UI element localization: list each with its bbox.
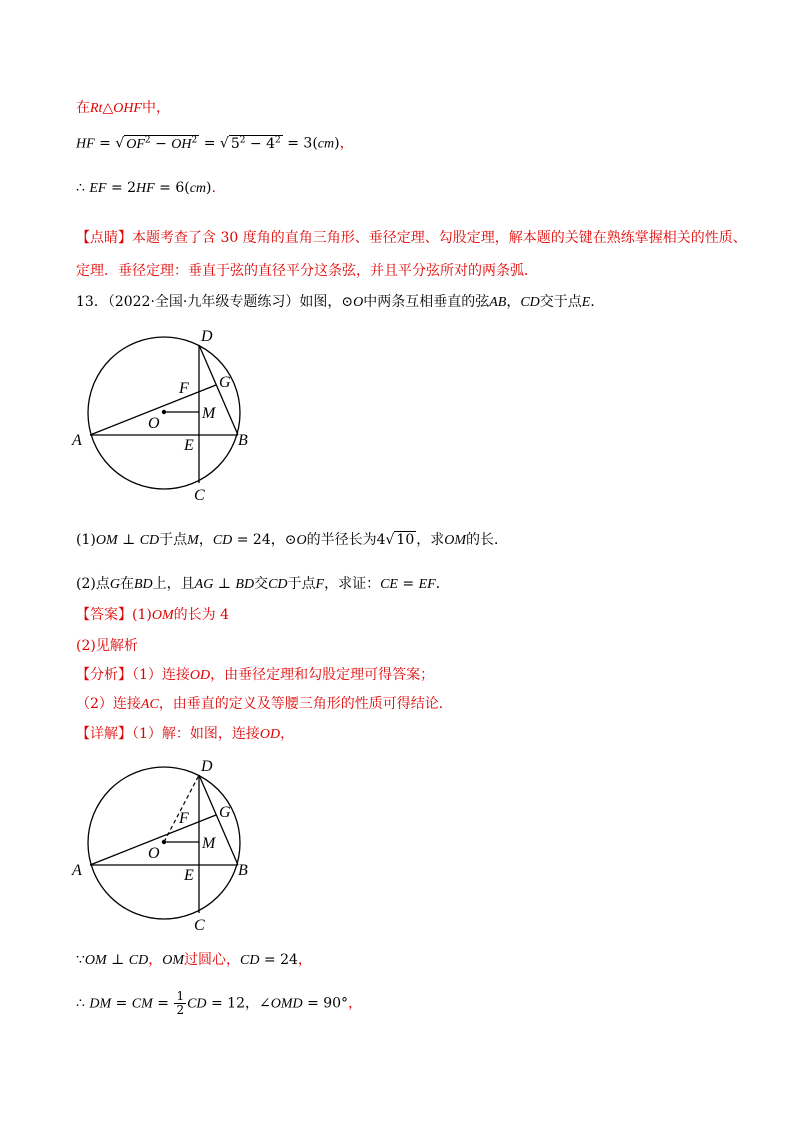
math-od: OD xyxy=(189,668,211,683)
solution-line-3: ∴ EF = 2HF = 6(cm). xyxy=(76,180,216,196)
equals: = 12 xyxy=(210,995,245,1012)
circle-o: ⊙O xyxy=(284,533,307,548)
label-e: E xyxy=(184,437,194,454)
text: 上，且 xyxy=(152,576,195,592)
label-o: O xyxy=(148,415,160,432)
text: 【详解】（1）解：如图，连接 xyxy=(76,726,260,742)
math-cd: CD xyxy=(240,953,260,968)
part-label: (1) xyxy=(76,532,96,548)
review-line-2: 定理．垂径定理：垂直于弦的直径平分这条弦，并且平分弦所对的两条弧． xyxy=(76,263,538,279)
text: 的长． xyxy=(466,532,509,548)
equals: = 6 xyxy=(159,180,185,196)
text: ，由垂直的定义及等腰三角形的性质可得结论． xyxy=(158,696,453,712)
answer-1 xyxy=(76,605,229,626)
punct: ， xyxy=(244,995,259,1012)
question-13 xyxy=(76,292,604,313)
text: 中， xyxy=(141,100,170,116)
math-cd: CD xyxy=(268,577,288,592)
math-od: OD xyxy=(259,727,281,742)
math-ac: AC xyxy=(140,697,159,712)
label-m: M xyxy=(202,405,216,422)
label-f: F xyxy=(179,380,189,397)
math-cd: CD xyxy=(128,953,149,968)
punct: ， xyxy=(339,135,354,152)
math-m: M xyxy=(187,533,199,548)
segment-od-dashed xyxy=(164,775,199,842)
solution-line-2: HF = √ $OF^2 - OH^2$ = √ $5^2 - 4^2 = 3(cm)$， xyxy=(76,135,354,152)
label-c: C xyxy=(194,917,205,934)
punct: ， xyxy=(198,532,213,548)
exp: 2 xyxy=(191,135,198,145)
math-bd: BD xyxy=(235,577,255,592)
text: 于点 xyxy=(159,532,188,548)
equals: = 24 xyxy=(263,952,298,968)
math-triangle: Rt△OHF xyxy=(90,101,142,116)
text: 的半径长为 xyxy=(306,532,377,548)
equals: = xyxy=(157,995,169,1012)
text: 在 xyxy=(76,100,90,116)
text: ，由垂径定理和勾股定理可得答案； xyxy=(210,667,435,683)
text: （2）连接 xyxy=(76,696,141,712)
text: 中两条互相垂直的弦 xyxy=(363,294,490,310)
question-source: （2022·全国·九年级专题练习）如图， xyxy=(107,294,342,310)
math-om: OM xyxy=(151,608,174,623)
denominator: 2 xyxy=(176,1003,185,1017)
text: ， xyxy=(280,726,295,742)
part-2 xyxy=(76,574,450,595)
solution-line-1 xyxy=(76,98,170,119)
math-angle: ∠OMD xyxy=(258,996,303,1012)
perp: ⊥ xyxy=(122,532,136,548)
label-e: E xyxy=(184,867,194,884)
analysis-1 xyxy=(76,665,434,686)
math-cd: CD xyxy=(139,533,160,548)
text: 【答案】(1) xyxy=(76,607,152,623)
detail-1 xyxy=(76,724,294,745)
text: 于点 xyxy=(287,576,316,592)
unit: cm xyxy=(189,181,207,196)
math-cm: CM xyxy=(131,996,153,1012)
question-number: 13． xyxy=(76,294,108,310)
center-dot xyxy=(162,840,166,844)
label-m: M xyxy=(202,835,216,852)
equals: = 90° xyxy=(307,995,349,1012)
label-b: B xyxy=(238,862,248,879)
fraction-half xyxy=(174,990,186,1017)
part-1: (1)OM ⊥ CD于点M，CD = 24，⊙O的半径长为4√ 10 ，求OM的长． xyxy=(76,532,509,548)
therefore-symbol: ∴ xyxy=(76,995,85,1012)
because-symbol: ∵ xyxy=(76,952,85,968)
math-ag: AG xyxy=(194,577,214,592)
equals: = xyxy=(99,135,111,152)
punct: ， xyxy=(506,294,521,310)
punct: ， xyxy=(148,952,163,968)
math-hf: HF xyxy=(136,181,155,196)
label-g: G xyxy=(219,374,231,391)
text: ，求证： xyxy=(324,576,381,592)
text: ，求 xyxy=(416,532,445,548)
equals: = 2 xyxy=(110,180,137,196)
circle-o: ⊙O xyxy=(341,295,364,310)
punct: ， xyxy=(270,532,285,548)
label-a: A xyxy=(72,862,82,879)
math-of: OF xyxy=(126,136,145,152)
punct: . xyxy=(211,180,216,196)
punct: ， xyxy=(297,952,312,968)
figure-2 xyxy=(66,755,256,935)
unit: cm xyxy=(317,136,335,152)
exp: 2 xyxy=(275,135,281,145)
num: 4 xyxy=(376,532,386,548)
punct: ， xyxy=(348,995,363,1012)
exp: 2 xyxy=(144,135,151,145)
label-o: O xyxy=(148,845,160,862)
review-line-1: 【点睛】本题考查了含 30 度角的直角三角形、垂径定理、勾股定理，解本题的关键在熟练掌握相关的性质、 xyxy=(76,230,747,246)
math-om: OM xyxy=(162,953,185,968)
perp: ⊥ xyxy=(111,952,125,968)
equals: = xyxy=(115,995,128,1012)
math-ab: AB xyxy=(489,295,507,310)
equals: = xyxy=(402,576,415,592)
equals: = 24 xyxy=(236,532,271,548)
math-cd: CD xyxy=(520,295,540,310)
text: 的长为 4 xyxy=(173,607,229,623)
punct: ． xyxy=(590,294,605,310)
math-f: F xyxy=(315,577,325,592)
label-b: B xyxy=(238,432,248,449)
math-cd: CD xyxy=(212,533,233,548)
analysis-2 xyxy=(76,694,453,715)
part-label: (2)点 xyxy=(76,576,110,592)
exp: 2 xyxy=(239,135,246,145)
math-oh: OH xyxy=(171,136,192,152)
math-g: G xyxy=(109,577,120,592)
math-ce: CE xyxy=(380,577,398,592)
label-f: F xyxy=(179,810,189,827)
therefore-symbol: ∴ xyxy=(76,180,85,196)
text: 在 xyxy=(119,576,134,592)
num: 5 xyxy=(230,135,240,152)
math-bd: BD xyxy=(133,577,153,592)
label-g: G xyxy=(219,804,231,821)
label-a: A xyxy=(72,432,82,449)
label-c: C xyxy=(194,487,205,504)
math-e: E xyxy=(581,295,591,310)
result: = 3 xyxy=(287,135,313,152)
math-om: OM xyxy=(444,533,467,548)
label-d: D xyxy=(201,328,213,345)
num: 4 xyxy=(266,135,276,152)
text: 交于点 xyxy=(539,294,582,310)
text: 【分析】（1）连接 xyxy=(76,667,190,683)
math-dm: DM xyxy=(89,996,112,1012)
equals: = xyxy=(203,135,216,152)
numerator: 1 xyxy=(176,989,185,1003)
perp: ⊥ xyxy=(217,576,231,592)
punct: ． xyxy=(435,576,450,592)
thus-line xyxy=(76,990,362,1017)
center-dot xyxy=(162,410,166,414)
answer-2: (2)见解析 xyxy=(76,638,138,654)
math-om: OM xyxy=(95,533,118,548)
because-line xyxy=(76,950,312,971)
radicand: 10 xyxy=(396,532,415,548)
text: 过圆心， xyxy=(184,952,241,968)
math-om: OM xyxy=(84,953,107,968)
label-d: D xyxy=(201,758,213,775)
math-ef: EF xyxy=(418,577,436,592)
math-hf: HF xyxy=(76,136,95,152)
text: 交 xyxy=(254,576,269,592)
figure-1 xyxy=(66,325,256,505)
math-cd: CD xyxy=(187,996,207,1012)
math-ef: EF xyxy=(89,181,107,196)
